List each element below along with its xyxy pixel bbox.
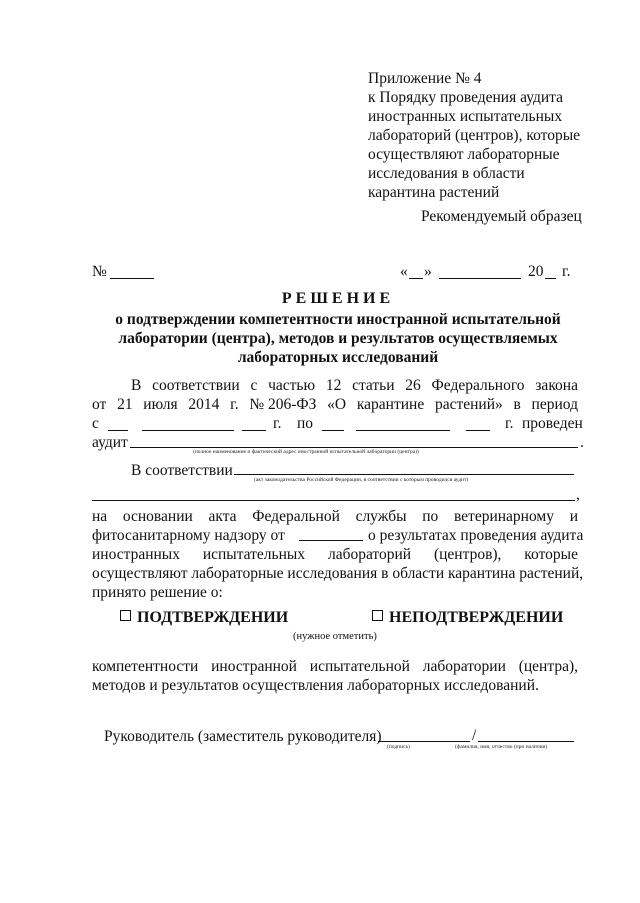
word: № 206-ФЗ <box>249 396 317 413</box>
para3-line2-start: фитосанитарному надзору от <box>92 527 285 544</box>
word: Федеральной <box>252 508 340 525</box>
para3-line2-end: о результатах проведения аудита <box>368 527 584 544</box>
word: (центров), <box>433 546 502 563</box>
word: статьи <box>352 377 395 394</box>
para3-line1 <box>92 507 578 526</box>
appendix-line: Приложение № 4 <box>368 70 482 87</box>
document-title: РЕШЕНИЕ <box>281 290 395 307</box>
option-confirm[interactable] <box>120 609 288 627</box>
word: иностранных <box>92 546 180 563</box>
word: карантине <box>356 396 425 413</box>
word: «О <box>327 396 347 413</box>
word: г. <box>230 396 239 413</box>
word: испытательных <box>202 546 306 563</box>
word: по <box>422 508 439 525</box>
checkbox-confirm[interactable] <box>120 610 131 621</box>
appendix-line: к Порядку проведения аудита <box>368 89 563 106</box>
audit-laboratory-field[interactable] <box>130 447 578 448</box>
signature-field[interactable] <box>378 741 470 742</box>
legislation-field-continued[interactable] <box>92 500 575 501</box>
appendix-line: осуществляют лабораторные <box>368 146 560 163</box>
period-from-label: с <box>92 415 99 432</box>
number-sign: № <box>92 263 107 280</box>
signature-hint: (подпись) <box>387 744 410 750</box>
word: соответствии <box>152 377 240 394</box>
word: Федерального <box>431 377 525 394</box>
appendix-line: исследования в области <box>368 165 525 182</box>
option-not-confirm[interactable] <box>372 609 563 627</box>
legislation-field-hint: (акт законодательства Российской Федерации, в соответствии с которым проводился аудит) <box>254 477 469 483</box>
word: 21 <box>117 396 133 413</box>
act-date-field[interactable] <box>299 540 363 541</box>
word: (центра), <box>518 658 578 675</box>
para3-line4: осуществляют лабораторные исследования в области карантина растений, <box>92 565 584 582</box>
appendix-block <box>368 69 580 202</box>
audit-field-hint: (полное наименование и фактический адрес иностранной испытательной лаборатории (центра)) <box>193 449 419 455</box>
title-subtitle <box>0 310 640 367</box>
appendix-line: лабораторий (центров), которые <box>368 127 580 144</box>
word: иностранной <box>211 658 297 675</box>
word: В <box>131 377 142 394</box>
period-from-day-field[interactable] <box>108 430 128 431</box>
para3-line5: принято решение о: <box>92 584 223 601</box>
checkbox-not-confirm[interactable] <box>372 610 383 621</box>
appendix-line: иностранных испытательных <box>368 108 563 125</box>
para2-label: В соответствии <box>131 462 233 479</box>
recommended-sample: Рекомендуемый образец <box>421 208 582 225</box>
period-to-day-field[interactable] <box>322 430 344 431</box>
date-month-field[interactable] <box>439 278 521 279</box>
audit-period: . <box>580 434 584 451</box>
para1-line2 <box>92 395 578 414</box>
word: закона <box>535 377 578 394</box>
word: 26 <box>405 377 421 394</box>
word: основании <box>122 508 193 525</box>
para4-line1 <box>92 657 578 676</box>
word: с <box>250 377 258 394</box>
period-to-month-field[interactable] <box>356 430 450 431</box>
option-not-confirm-label: НЕПОДТВЕРЖДЕНИИ <box>389 609 564 626</box>
word: ветеринарному <box>453 508 554 525</box>
word: частью <box>268 377 316 394</box>
period-to-year-field[interactable] <box>466 430 490 431</box>
date-day-field[interactable] <box>409 278 423 279</box>
subtitle-line: лаборатории (центра), методов и результатов осуществляемых <box>118 330 558 347</box>
signature-slash: / <box>472 727 477 744</box>
word: испытательной <box>309 658 410 675</box>
word: растений» <box>434 396 503 413</box>
word: в <box>513 396 521 413</box>
subtitle-line: лабораторных исследований <box>237 349 439 366</box>
word: компетентности <box>92 658 199 675</box>
date-year-prefix: 20 <box>528 263 544 280</box>
date-close-quote: » <box>424 263 432 280</box>
word: лабораторий <box>327 546 412 563</box>
audit-label: аудит <box>92 434 128 451</box>
word: 12 <box>325 377 342 394</box>
para1-line1 <box>131 376 578 395</box>
signatory-name-field[interactable] <box>478 741 574 742</box>
signatory-name-hint: (фамилия, имя, отчество (при наличии) <box>455 744 548 750</box>
word: на <box>92 508 108 525</box>
para2-comma: , <box>576 486 580 503</box>
word: 2014 <box>188 396 220 413</box>
para3-line3 <box>92 545 578 564</box>
word: которые <box>524 546 578 563</box>
word: акта <box>208 508 237 525</box>
number-field[interactable] <box>110 278 154 279</box>
word: июля <box>143 396 178 413</box>
para4-line2: методов и результатов осуществления лабораторных исследований. <box>92 677 539 694</box>
subtitle-line: о подтверждении компетентности иностранной испытательной <box>115 311 561 328</box>
period-to-label: по <box>297 415 314 432</box>
option-confirm-label: ПОДТВЕРЖДЕНИИ <box>137 609 289 626</box>
word: службы <box>355 508 407 525</box>
signature-label: Руководитель (заместитель руководителя) <box>104 728 382 745</box>
period-to-year-unit: г. <box>505 415 514 432</box>
period-from-year-field[interactable] <box>242 430 266 431</box>
word: лаборатории <box>422 658 506 675</box>
appendix-line: карантина растений <box>368 184 500 201</box>
period-from-month-field[interactable] <box>142 430 234 431</box>
word: период <box>531 396 578 413</box>
options-hint: (нужное отметить) <box>293 631 377 642</box>
date-year-suffix: г. <box>562 263 571 280</box>
period-from-year-unit: г. <box>273 415 282 432</box>
date-year-field[interactable] <box>545 278 556 279</box>
conducted-word: проведен <box>522 415 583 432</box>
date-open-quote: « <box>400 263 408 280</box>
word: от <box>92 396 107 413</box>
legislation-field[interactable] <box>234 474 574 475</box>
word: и <box>569 508 578 525</box>
